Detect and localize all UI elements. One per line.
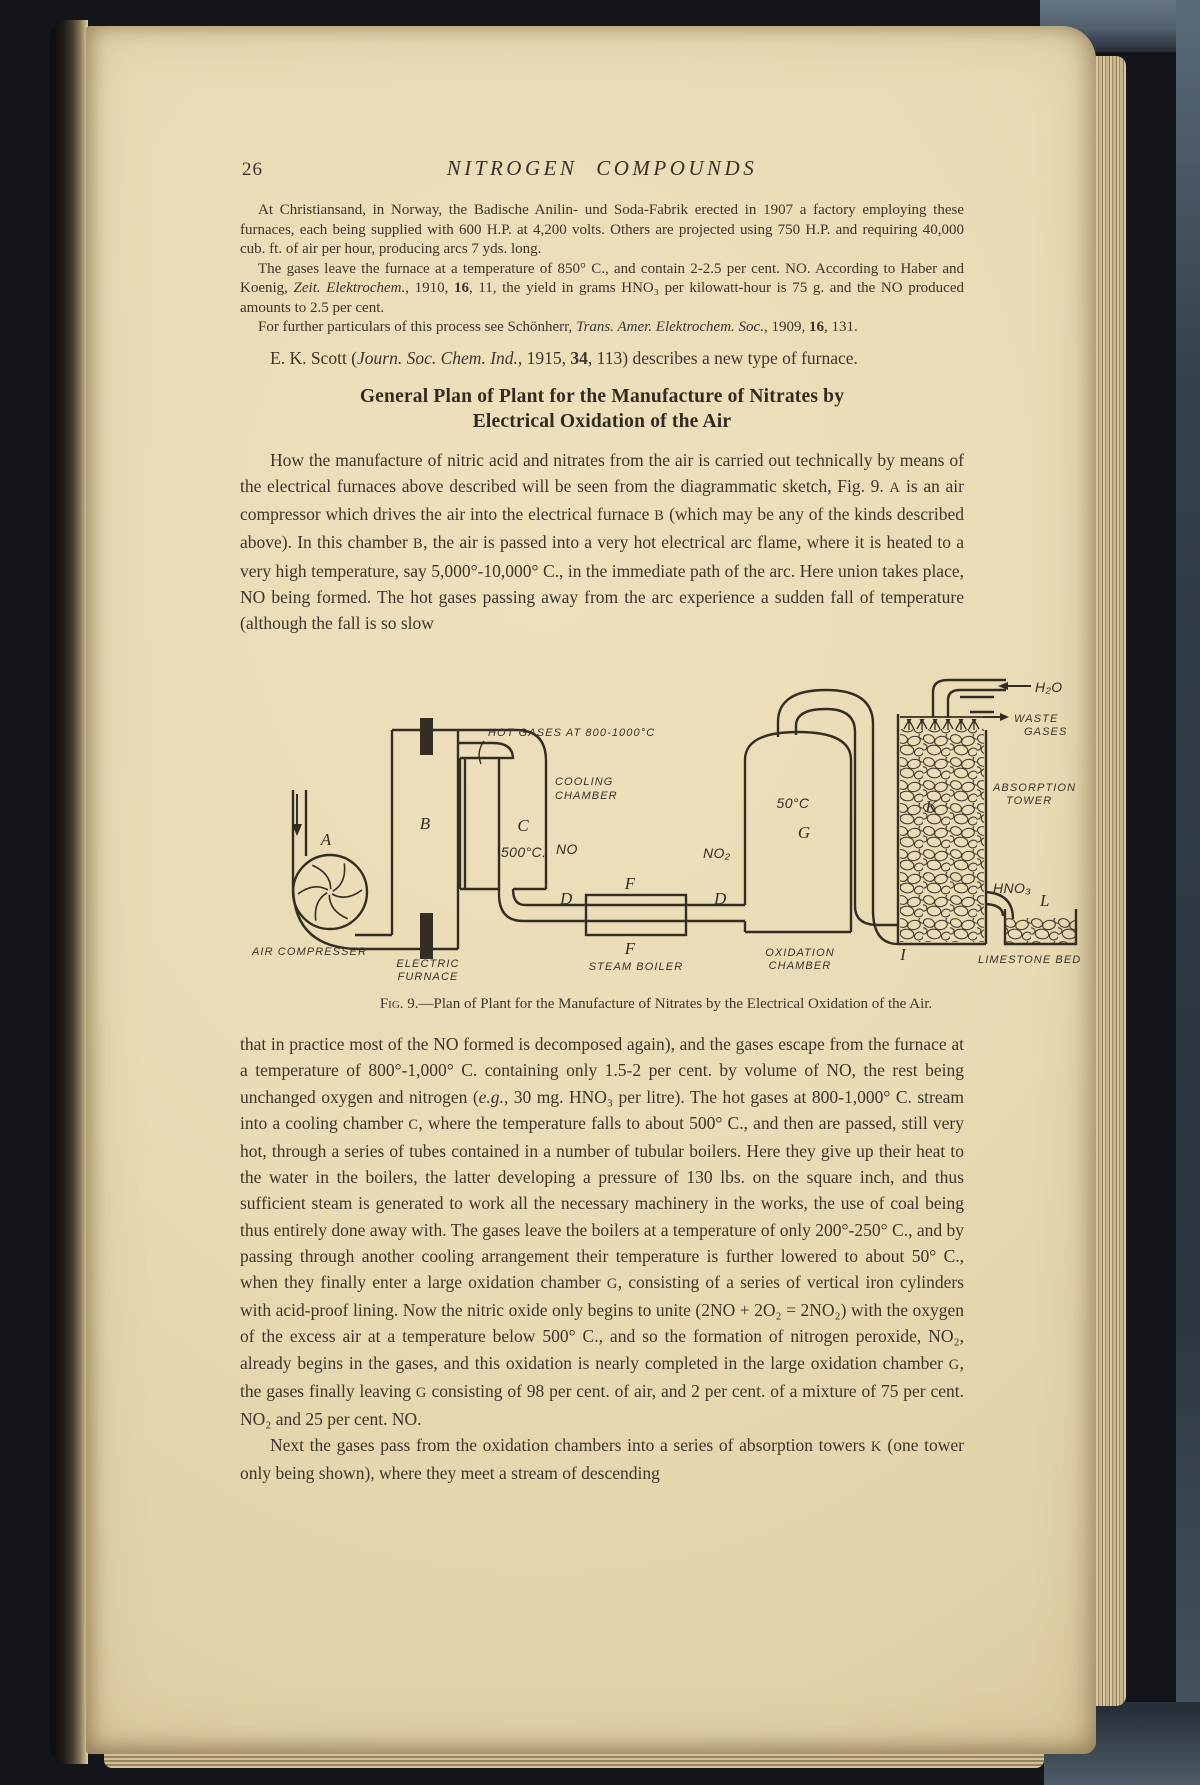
cooling-chamber xyxy=(460,758,546,921)
label-b: B xyxy=(419,814,431,834)
limestone-pebbles xyxy=(1006,918,1075,943)
label-cooling-2: CHAMBER xyxy=(555,790,618,803)
label-i: I xyxy=(900,945,906,965)
label-g: G xyxy=(797,823,811,843)
label-absorption-2: TOWER xyxy=(1006,795,1053,808)
label-no2: NO₂ xyxy=(703,845,731,862)
pipe-d xyxy=(523,905,745,921)
paragraph-next-gases: Next the gases pass from the oxidation chambers into a series of absorption towers K (one tower only being shown), where they meet a stream of descending xyxy=(240,1435,964,1484)
label-oxidation-2: CHAMBER xyxy=(768,960,832,973)
pipe-g-to-tower xyxy=(778,690,898,944)
label-absorption-1: ABSORPTION xyxy=(993,782,1077,795)
steam-boiler xyxy=(586,895,686,935)
paragraph-practice: that in practice most of the NO formed is decomposed again), and the gases escape from the furnace at a temperature of 800°-1,000° C. containing only 1.5-2 per cent. by volume of NO, the rest being unchanged oxygen and nitrogen (e.g., 30 mg. HNO₃ per litre). The hot gases at 800-1,000° C. stream into a cooling chamber C, where the temperature falls to about 500° C., and then are passed, still very hot, through a series of tubes contained in a number of tubular boilers. Here they give up their heat to the water in the boilers, the latter developing a pressure of 130 lbs. on the square inch, and thus sufficient steam is generated to work all the necessary machinery in the works, the use of coal being thus entirely done away with. The gases leave the boilers at a temperature of only 200°-250° C., and by passing through another cooling arrangement their temperature is further lowered to about 50° C., when they finally enter a large oxidation chamber G, consisting of a series of vertical iron cylinders with acid-proof lining. Now the nitric oxide only begins to unite (2NO + 2O₂ = 2NO₂) with the oxygen of the excess air at a temperature below 500° C., and so the formation of nitrogen peroxide, NO₂, already begins in the gases, and this oxidation is nearly completed in the large oxidation chamber G, the gases finally leaving G consisting of 98 per cent. of air, and 2 per cent. of a mixture of 75 per cent. NO₂ and 25 per cent. NO. xyxy=(240,1034,964,1429)
label-f-bottom: F xyxy=(624,939,636,959)
label-c-temp: 500°C. xyxy=(501,844,547,861)
label-l: L xyxy=(1040,891,1050,911)
label-g-temp: 50°C xyxy=(776,795,810,812)
paragraph-scott: E. K. Scott (Journ. Soc. Chem. Ind., 1915, 34, 113) describes a new type of furnace. xyxy=(270,347,858,368)
page-edges-left xyxy=(50,20,88,1764)
page-content xyxy=(240,156,1082,1487)
acid-outlet-pipe xyxy=(986,892,1013,919)
label-limestone-bed: LIMESTONE BED xyxy=(978,954,1082,967)
label-electric-furnace-1: ELECTRIC xyxy=(396,958,460,971)
label-f-top: F xyxy=(624,874,636,894)
page-number: 26 xyxy=(242,159,263,180)
figure-caption: Fig. 9.—Plan of Plant for the Manufacture of Nitrates by the Electrical Oxidation of the Air. xyxy=(379,996,933,1013)
heading-line-2: Electrical Oxidation of the Air xyxy=(472,410,732,432)
heading-line-1: General Plan of Plant for the Manufacture of Nitrates by xyxy=(359,385,845,407)
tower-packing xyxy=(900,729,984,942)
label-air-compresser: AIR COMPRESSER xyxy=(252,946,368,959)
book-page xyxy=(86,26,1096,1754)
label-waste-1: WASTE xyxy=(1014,713,1059,726)
air-compressor xyxy=(293,790,458,949)
figure-9-diagram xyxy=(240,642,1082,994)
label-d-left: D xyxy=(560,889,573,909)
paragraph-furnace-gases: The gases leave the furnace at a temperature of 850° C., and contain 2-2.5 per cent. NO. According to Haber and Koenig, Zeit. Elektrochem., 1910, 16, 11, the yield in grams HNO₃ per kilowatt-hour is 75 g. and the NO produced amounts to 2.5 per cent. xyxy=(240,260,965,316)
electrode-bottom xyxy=(420,913,433,959)
label-hno3: HNO₃ xyxy=(993,880,1032,897)
label-waste-2: GASES xyxy=(1024,726,1068,739)
page-edges-bottom xyxy=(104,1754,1044,1768)
electrode-top xyxy=(420,718,433,755)
running-head: NITROGEN COMPOUNDS xyxy=(446,156,758,180)
waste-gases-arrow-icon xyxy=(983,713,1009,721)
label-h2o: H₂O xyxy=(1035,679,1063,696)
label-d-right: D xyxy=(714,889,727,909)
compressor-fan-icon xyxy=(298,862,362,923)
paragraph-christiansand: At Christiansand, in Norway, the Badische Anilin- und Soda-Fabrik erected in 1907 a factory employing these furnaces, each being supplied with 600 H.P. at 4,200 volts. Others are projected using 750 H.P. and requiring 40,000 cub. ft. of air per hour, producing arcs 7 yds. long. xyxy=(240,202,964,257)
label-no: NO xyxy=(556,841,578,858)
paragraph-schonherr: For further particulars of this process see Schönherr, Trans. Amer. Elektrochem. Soc., 1909, 16, 131. xyxy=(258,319,858,335)
page-edges-right xyxy=(1096,56,1126,1706)
section-heading xyxy=(240,384,964,434)
label-a: A xyxy=(320,830,332,850)
label-c: C xyxy=(517,816,529,836)
label-oxidation-1: OXIDATION xyxy=(765,947,835,960)
label-steam-boiler: STEAM BOILER xyxy=(588,961,684,974)
label-electric-furnace-2: FURNACE xyxy=(397,971,459,984)
plant-diagram xyxy=(248,642,1098,994)
label-cooling-1: COOLING xyxy=(555,776,614,789)
spray-nozzles xyxy=(904,719,979,730)
paragraph-how-manufacture: How the manufacture of nitric acid and nitrates from the air is carried out technically by means of the electrical furnaces above described will be seen from the diagrammatic sketch, Fig. 9. A is an air compressor which drives the air into the electrical furnace B (which may be any of the kinds described above). In this chamber B, the air is passed into a very hot electrical arc flame, where it is heated to a very high temperature, say 5,000°-10,000° C., in the immediate path of the arc. Here union takes place, NO being formed. The hot gases passing away from the arc experience a sudden fall of temperature (although the fall is so slow xyxy=(240,449,964,633)
h2o-arrow-icon xyxy=(998,682,1031,690)
label-k: K xyxy=(925,797,937,817)
book-cover-edge xyxy=(1176,0,1200,1785)
label-hot-gases: HOT GASES AT 800-1000°C xyxy=(488,727,656,740)
page-header xyxy=(240,156,964,184)
